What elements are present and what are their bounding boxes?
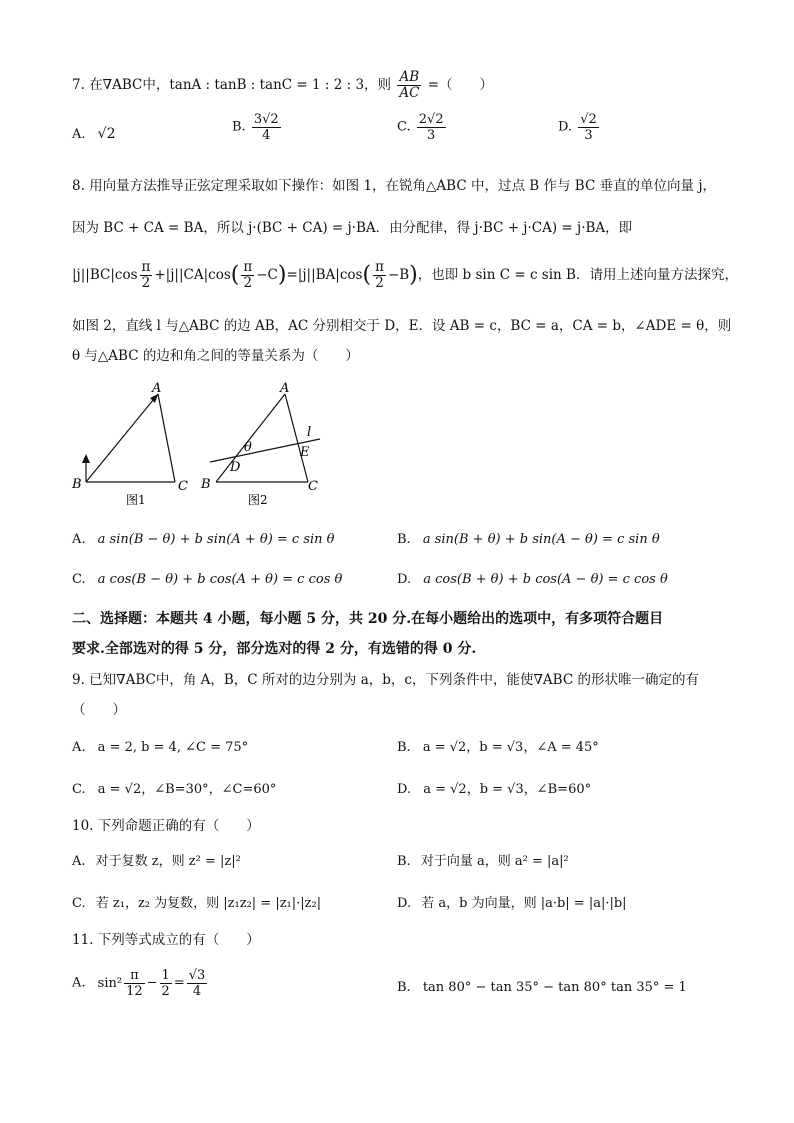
section-2-heading-line-2: 要求.全部选对的得 5 分，部分选对的得 2 分，有选错的得 0 分. xyxy=(72,641,477,657)
q7-option-a-value: √2 xyxy=(97,126,116,142)
fig2-label-e: E xyxy=(300,445,310,460)
q8-line-4: 如图 2，直线 l 与△ABC 的边 AB，AC 分别相交于 D，E．设 AB = c，BC = a，CA = b，∠ADE = θ，则 xyxy=(72,318,732,334)
q8-line-3: |j||BC|cos $\frac{\pi}{2}$ +|j||CA|cos( $\frac{\pi}{2}$ −C)=|j||BA|cos( $\frac{\pi}{2}$ −B)，也即 b sin C = c sin B．请用上述向量方法探究， xyxy=(72,259,738,291)
fig2-label-theta: θ xyxy=(244,440,252,455)
q7-tail: =（ ） xyxy=(427,77,494,93)
q10-option-d[interactable]: D. 若 a，b 为向量，则 |a·b| = |a|·|b| xyxy=(397,896,627,911)
q8-option-b[interactable]: B. a sin(B + θ) + b sin(A − θ) = c sin θ xyxy=(397,532,660,547)
fig2-label-d: D xyxy=(230,460,241,475)
q8-option-a[interactable]: A. a sin(B − θ) + b sin(A + θ) = c sin θ xyxy=(72,532,335,547)
q9-paren: （ ） xyxy=(72,702,126,718)
q9-option-b[interactable]: B. a = √2，b = √3，∠A = 45° xyxy=(397,740,599,755)
q7-stem: 7. 在∇ABC中，tanA : tanB : tanC = 1 : 2 : 3，则 xyxy=(72,77,392,93)
q8-line-2: 因为 BC + CA = BA，所以 j·(BC + CA) = j·BA．由分配律，得 j·BC + j·CA) = j·BA，即 xyxy=(72,220,633,236)
q10-stem: 10. 下列命题正确的有（ ） xyxy=(72,818,260,834)
fig2-label-b: B xyxy=(201,477,211,492)
q9-option-d[interactable]: D. a = √2，b = √3，∠B=60° xyxy=(397,782,592,797)
q7-option-a[interactable]: A. √2 xyxy=(72,126,116,142)
section-2-heading-line-1: 二、选择题：本题共 4 小题，每小题 5 分，共 20 分.在每小题给出的选项中，有多项符合题目 xyxy=(72,611,664,627)
q9-stem: 9. 已知∇ABC中，角 A，B，C 所对的边分别为 a，b，c，下列条件中，能使∇ABC 的形状唯一确定的有 xyxy=(72,672,699,688)
q7-option-d[interactable]: D. $\frac{√2}{3}$ xyxy=(558,112,597,143)
fig1-label-c: C xyxy=(178,479,188,494)
fig2-caption: 图2 xyxy=(248,493,268,507)
q10-option-a[interactable]: A. 对于复数 z，则 z² = |z|² xyxy=(72,854,241,869)
q11-option-b[interactable]: B. tan 80° − tan 35° − tan 80° tan 35° = 1 xyxy=(397,980,687,995)
q9-option-a[interactable]: A. a = 2, b = 4, ∠C = 75° xyxy=(72,740,249,755)
fig1-caption: 图1 xyxy=(126,493,146,507)
fig2-label-l: l xyxy=(307,425,312,440)
q10-option-b[interactable]: B. 对于向量 a，则 a² = |a|² xyxy=(397,854,569,869)
q8-option-c[interactable]: C. a cos(B − θ) + b cos(A + θ) = c cos θ xyxy=(72,572,343,587)
q7-frac-num: AB xyxy=(397,70,421,86)
q8-option-d[interactable]: D. a cos(B + θ) + b cos(A − θ) = c cos θ xyxy=(397,572,668,587)
q7-fraction xyxy=(397,70,421,101)
q7-stem-line xyxy=(72,70,493,101)
fig1-label-a: A xyxy=(152,381,162,396)
q8-figures xyxy=(70,378,330,508)
q11-option-a[interactable]: A. sin² $\frac{\pi}{12}$ − $\frac{1}{2}$ = $\frac{√3}{4}$ xyxy=(72,968,206,999)
q8-line-5: θ 与△ABC 的边和角之间的等量关系为（ ） xyxy=(72,348,359,364)
q10-option-c[interactable]: C. 若 z₁，z₂ 为复数，则 |z₁z₂| = |z₁|·|z₂| xyxy=(72,896,322,911)
fig2-label-c: C xyxy=(308,479,318,494)
fig2-label-a: A xyxy=(280,381,290,396)
q11-stem: 11. 下列等式成立的有（ ） xyxy=(72,932,260,948)
q7-option-b[interactable]: B. $\frac{3√2}{4}$ xyxy=(232,112,279,143)
figure-1 xyxy=(71,381,188,507)
fig1-label-b: B xyxy=(72,477,82,492)
q8-line-1: 8. 用向量方法推导正弦定理采取如下操作：如图 1，在锐角△ABC 中，过点 B 作与 BC 垂直的单位向量 j， xyxy=(72,178,717,194)
figure-2 xyxy=(200,381,320,507)
q9-option-c[interactable]: C. a = √2，∠B=30°，∠C=60° xyxy=(72,782,277,797)
q7-option-c[interactable]: C. $\frac{2√2}{3}$ xyxy=(397,112,444,143)
q7-frac-den: AC xyxy=(399,85,420,101)
